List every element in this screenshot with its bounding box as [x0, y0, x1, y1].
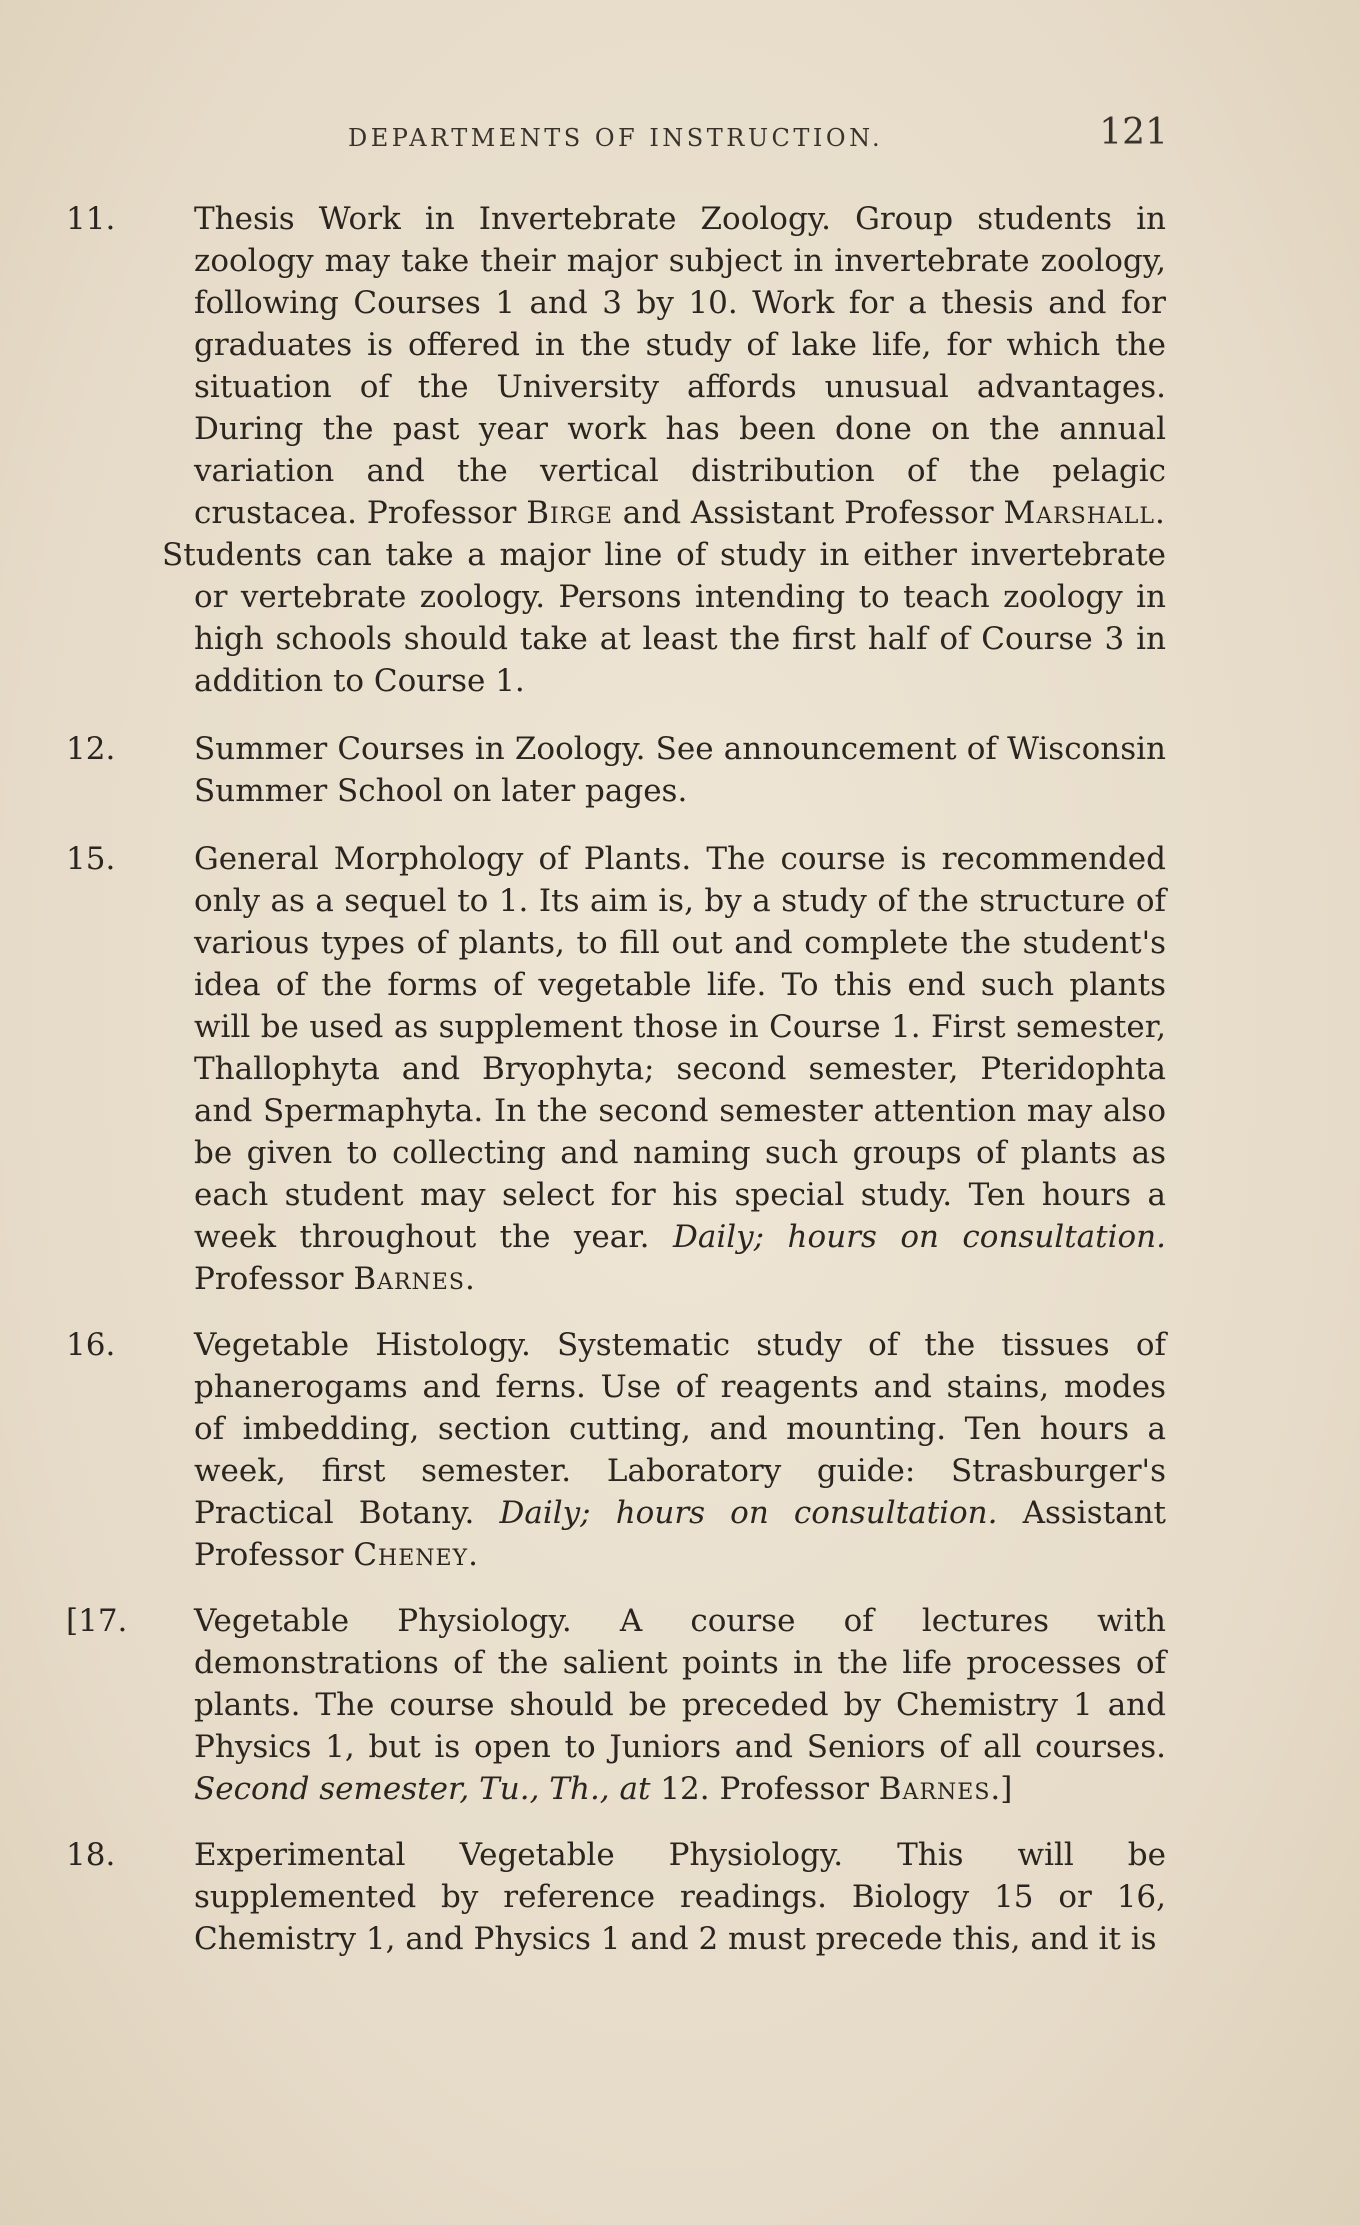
course-entry-18: [66, 1834, 1166, 1960]
professor-name: Barnes: [353, 1261, 465, 1297]
note-text: Students can take a major line of study in either invertebrate or vertebrate zoology. Persons intending to teach zoology in high schools should take at least the first half of Course 3 in addition to Course 1.: [162, 537, 1166, 699]
course-entry-12: [66, 728, 1166, 812]
course-text: .: [1155, 495, 1165, 531]
course-number: 15.: [66, 841, 116, 877]
professor-name: Marshall: [1003, 495, 1156, 531]
schedule-text: Second semester, Tu., Th., at: [194, 1771, 651, 1807]
course-number: 12.: [66, 731, 116, 767]
course-number: 16.: [66, 1327, 116, 1363]
professor-name: Birge: [526, 495, 613, 531]
course-entry-15: [66, 838, 1166, 1300]
body-text: [66, 198, 1166, 1984]
course-text: .: [468, 1537, 478, 1573]
course-text: 12. Professor: [650, 1771, 879, 1807]
running-head: DEPARTMENTS OF INSTRUCTION.: [348, 124, 884, 152]
course-text: .: [464, 1261, 475, 1297]
course-entry-17: [66, 1600, 1166, 1810]
course-text: Experimental Vegetable Physiology. This will be supplemented by reference readings. Biology 15 or 16, Chemistry 1, and Physics 1 and 2 must precede this, and it is: [194, 1837, 1166, 1957]
course-text: Summer Courses in Zoology. See announcement of Wisconsin Summer School on later pages.: [194, 731, 1166, 809]
course-text: Assistant Professor: [194, 1495, 1166, 1573]
page-header: [190, 112, 1168, 162]
course-text: Vegetable Physiology. A course of lectures with demonstrations of the salient points in the life processes of plants. The course should be preceded by Chemistry 1 and Physics 1, but is open to Juniors and Seniors of all courses.: [194, 1603, 1166, 1765]
course-text: General Morphology of Plants. The course is recommended only as a sequel to 1. Its aim is, by a study of the structure of various types of plants, to fill out and complete the student's idea of the forms of vegetable life. To this end such plants will be used as supplement those in Course 1. First semester, Thallophyta and Bryophyta; second semester, Pteridophta and Spermaphyta. In the second semester attention may also be given to collecting and naming such groups of plants as each student may select for his special study. Ten hours a week throughout the year.: [194, 841, 1166, 1255]
professor-name: Barnes: [878, 1771, 991, 1807]
course-entry-16: [66, 1324, 1166, 1576]
course-number: [17.: [66, 1603, 128, 1639]
course-text: .]: [990, 1771, 1013, 1807]
professor-name: Cheney: [353, 1537, 469, 1573]
course-text: Thesis Work in Invertebrate Zoology. Group students in zoology may take their major subject in invertebrate zoology, following Courses 1 and 3 by 10. Work for a thesis and for graduates is offered in the study of lake life, for which the situation of the University affords unusual advantages. During the past year work has been done on the annual variation and the vertical distribution of the pelagic crustacea. Professor: [194, 201, 1166, 531]
course-number: 18.: [66, 1837, 116, 1873]
schedule-text: Daily; hours on consultation.: [672, 1219, 1166, 1255]
course-text: Professor: [194, 1261, 354, 1297]
course-text: and Assistant Professor: [612, 495, 1004, 531]
course-number: 11.: [66, 201, 116, 237]
zoology-note: [66, 534, 1166, 702]
course-text: Vegetable Histology. Systematic study of the tissues of phanerogams and ferns. Use of reagents and stains, modes of imbedding, section cutting, and mounting. Ten hours a week, first semester. Laboratory guide: Strasburger's Practical Botany.: [194, 1327, 1166, 1531]
schedule-text: Daily; hours on consultation.: [499, 1495, 998, 1531]
course-entry-11: [66, 198, 1166, 534]
page-number: 121: [1099, 112, 1168, 153]
